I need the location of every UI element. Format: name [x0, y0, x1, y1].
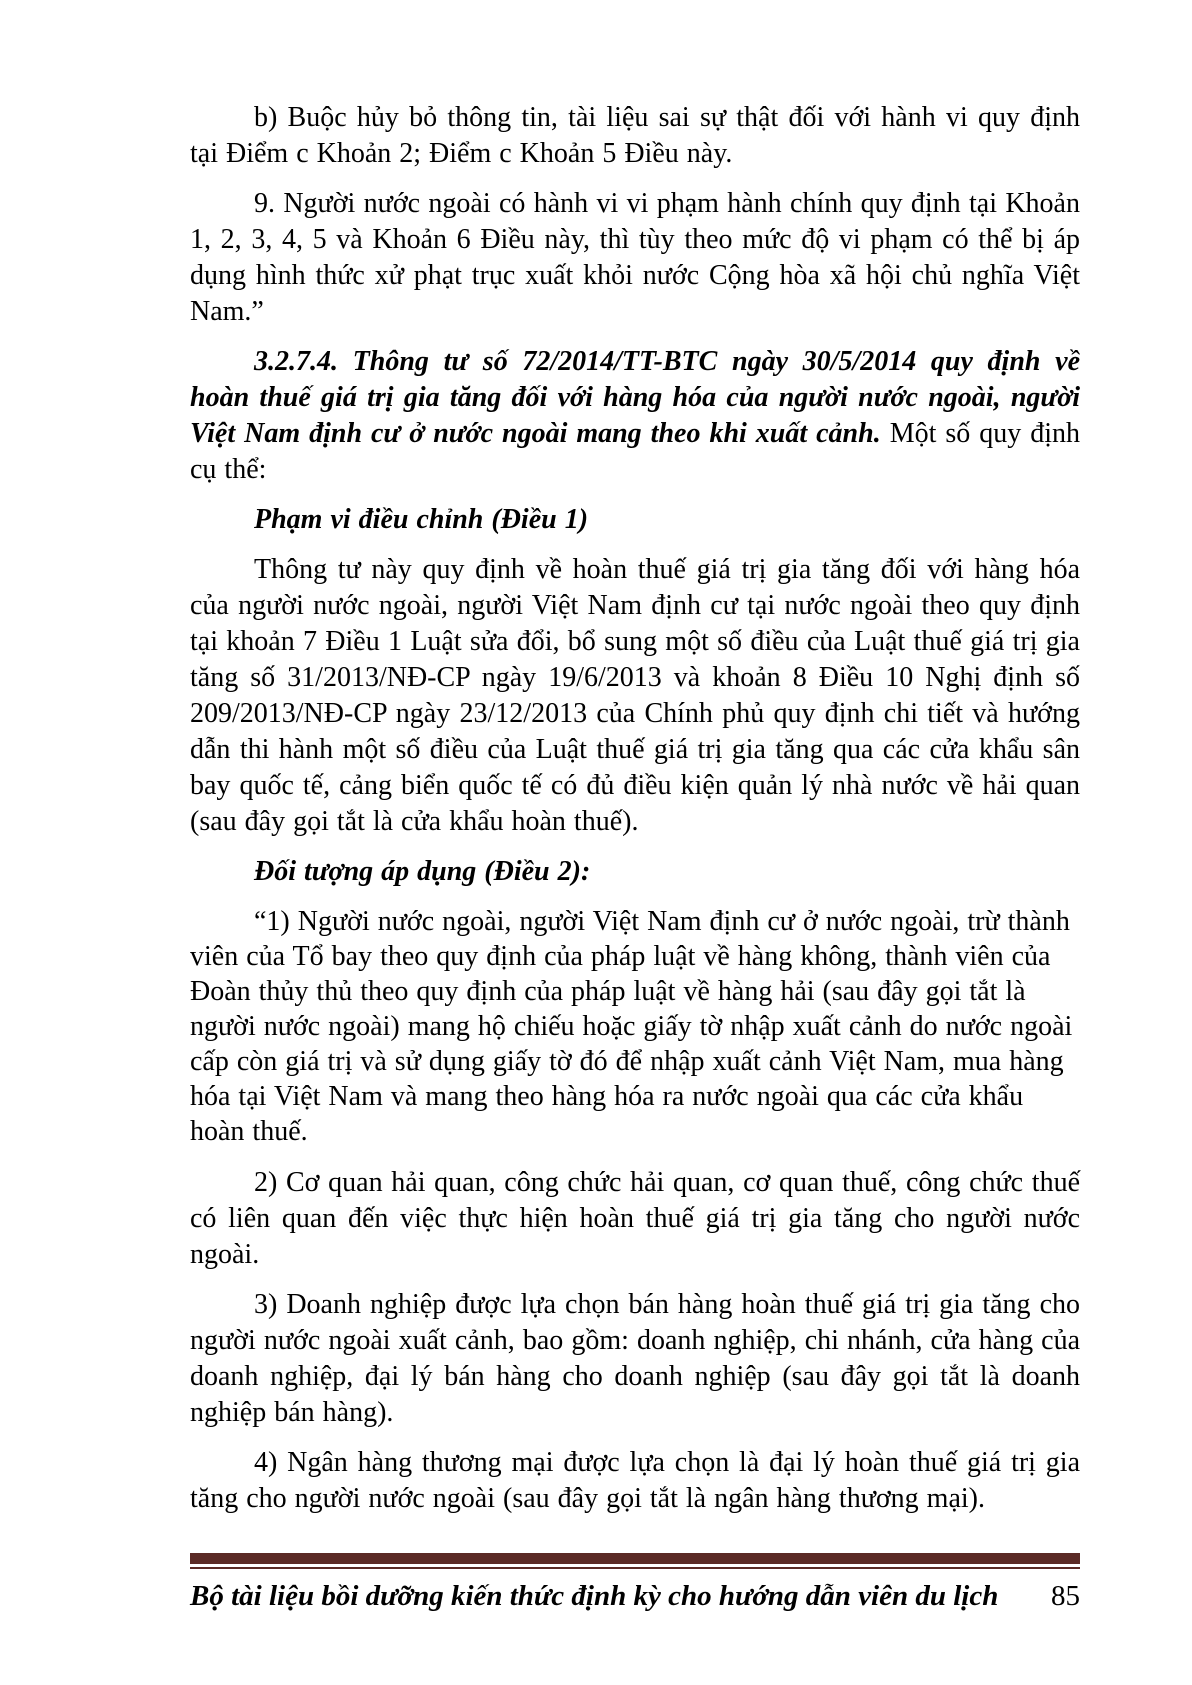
footer-title: Bộ tài liệu bồi dưỡng kiến thức định kỳ cho hướng dẫn viên du lịch — [190, 1580, 999, 1612]
page-content — [190, 100, 1080, 1531]
paragraph-clause-9: 9. Người nước ngoài có hành vi vi phạm hành chính quy định tại Khoản 1, 2, 3, 4, 5 và Khoản 6 Điều này, thì tùy theo mức độ vi phạm có thể bị áp dụng hình thức xử phạt trục xuất khỏi nước Cộng hòa xã hội chủ nghĩa Việt Nam.” — [190, 188, 1080, 327]
paragraph-subject-3: 3) Doanh nghiệp được lựa chọn bán hàng hoàn thuế giá trị gia tăng cho người nước ngoài xuất cảnh, bao gồm: doanh nghiệp, chi nhánh, cửa hàng của doanh nghiệp, đại lý bán hàng cho doanh nghiệp (sau đây gọi tắt là doanh nghiệp bán hàng). — [190, 1289, 1080, 1428]
paragraph-scope-dieu-1: Thông tư này quy định về hoàn thuế giá trị gia tăng đối với hàng hóa của người nước ngoài, người Việt Nam định cư tại nước ngoài theo quy định tại khoản 7 Điều 1 Luật sửa đổi, bổ sung một số điều của Luật thuế giá trị gia tăng số 31/2013/NĐ-CP ngày 19/6/2013 và khoản 8 Điều 10 Nghị định số 209/2013/NĐ-CP ngày 23/12/2013 của Chính phủ quy định chi tiết và hướng dẫn thi hành một số điều của Luật thuế giá trị gia tăng qua các cửa khẩu sân bay quốc tế, cảng biển quốc tế có đủ điều kiện quản lý nhà nước về hải quan (sau đây gọi tắt là cửa khẩu hoàn thuế). — [190, 554, 1080, 837]
section-heading-regular: Một số quy định cụ thể: — [190, 418, 1081, 485]
footer-rule-thin — [190, 1567, 1080, 1569]
paragraph-subject-2: 2) Cơ quan hải quan, công chức hải quan, cơ quan thuế, công chức thuế có liên quan đến việc thực hiện hoàn thuế giá trị gia tăng cho người nước ngoài. — [190, 1167, 1080, 1270]
page-footer — [190, 1553, 1080, 1614]
section-heading-bold-italic: 3.2.7.4. Thông tư số 72/2014/TT-BTC ngày 30/5/2014 quy định về hoàn thuế giá trị gia tăng đối với hàng hóa của người nước ngoài, người Việt Nam định cư ở nước ngoài mang theo khi xuất cảnh. — [190, 346, 1080, 449]
paragraph-subject-4: 4) Ngân hàng thương mại được lựa chọn là đại lý hoàn thuế giá trị gia tăng cho người nước ngoài (sau đây gọi tắt là ngân hàng thương mại). — [190, 1447, 1080, 1514]
section-heading-3-2-7-4 — [190, 344, 1080, 488]
subheading-doi-tuong-ap-dung: Đối tượng áp dụng (Điều 2): — [254, 856, 591, 887]
footer-rule-thick — [190, 1553, 1080, 1564]
footer-row — [190, 1578, 1080, 1614]
subheading-pham-vi-dieu-chinh: Phạm vi điều chỉnh (Điều 1) — [254, 504, 589, 535]
page-number: 85 — [1051, 1580, 1080, 1612]
paragraph-subject-1: “1) Người nước ngoài, người Việt Nam định cư ở nước ngoài, trừ thành viên của Tổ bay theo quy định của pháp luật về hàng không, thành viên của Đoàn thủy thủ theo quy định của pháp luật về hàng hải (sau đây gọi tắt là người nước ngoài) mang hộ chiếu hoặc giấy tờ nhập xuất cảnh do nước ngoài cấp còn giá trị và sử dụng giấy tờ đó để nhập xuất cảnh Việt Nam, mua hàng hóa tại Việt Nam và mang theo hàng hóa ra nước ngoài qua các cửa khẩu hoàn thuế. — [190, 906, 1073, 1147]
paragraph-b-clause: b) Buộc hủy bỏ thông tin, tài liệu sai sự thật đối với hành vi quy định tại Điểm c Khoản 2; Điểm c Khoản 5 Điều này. — [190, 102, 1080, 169]
